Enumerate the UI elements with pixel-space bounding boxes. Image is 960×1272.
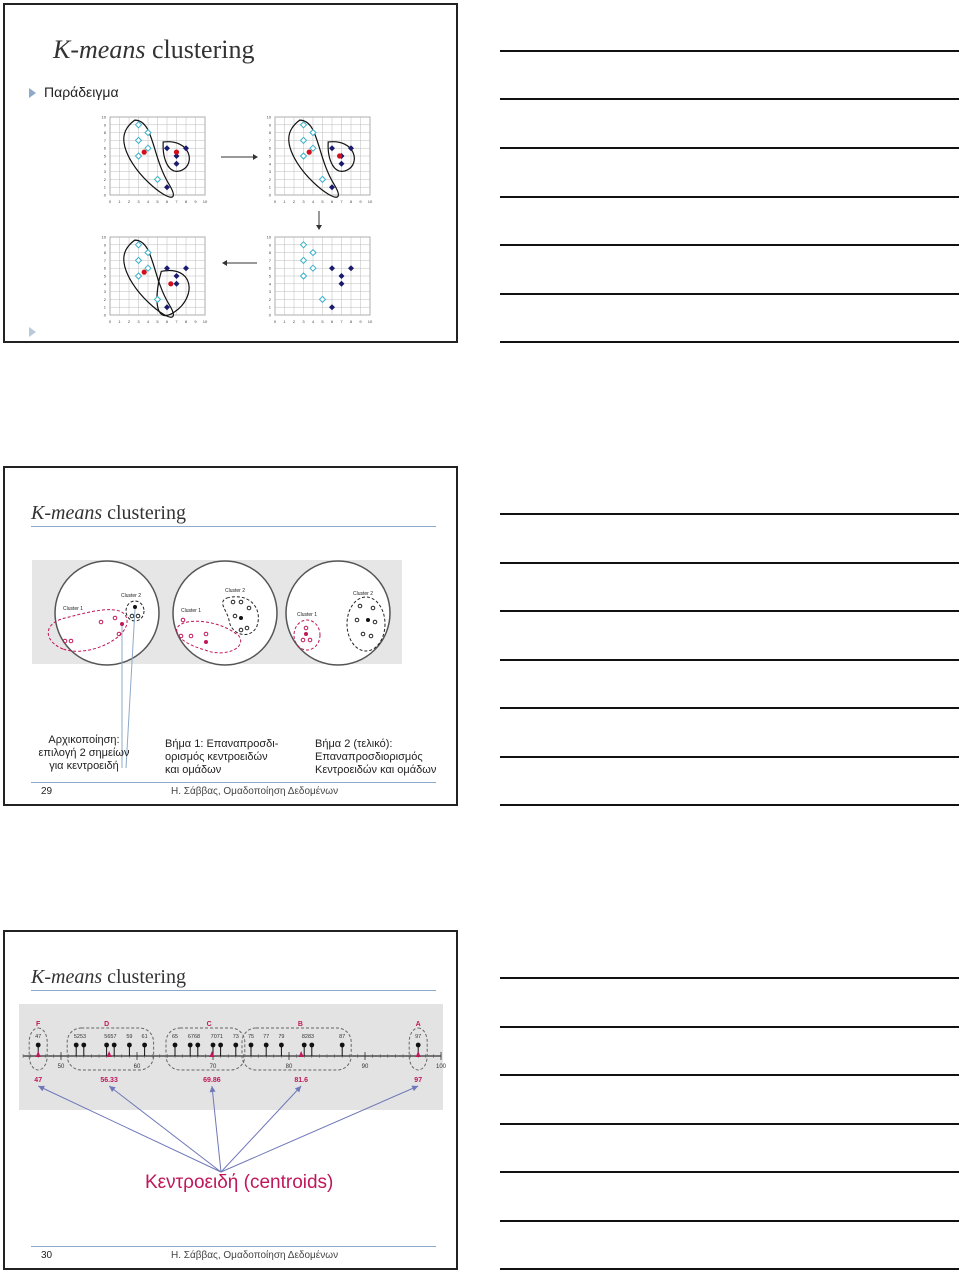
x-tick-label: 7 (340, 319, 343, 324)
caption-init-line: επιλογή 2 σημείων (38, 747, 130, 759)
point-label: 6768 (187, 1034, 201, 1040)
centroid-point (337, 153, 342, 158)
y-tick-label: 2 (268, 176, 271, 182)
notes-line (500, 562, 959, 564)
point-label: 79 (278, 1034, 285, 1040)
y-tick-label: 4 (103, 281, 106, 287)
x-tick-label: 6 (330, 199, 334, 204)
y-tick-label: 1 (103, 304, 106, 310)
y-tick-label: 9 (103, 242, 106, 248)
axis-tick-label: 60 (133, 1064, 141, 1070)
notes-line (500, 341, 959, 343)
notes-line (500, 1123, 959, 1125)
x-tick-label: 10 (202, 319, 208, 324)
data-point (309, 1043, 314, 1048)
caption-step2-line: Επαναπροσδιορισμός (315, 751, 423, 763)
notes-line (500, 610, 959, 612)
y-tick-label: 2 (103, 296, 106, 302)
point-label: 73 (232, 1034, 239, 1040)
x-tick-label: 9 (359, 199, 362, 204)
grid-plot (267, 115, 373, 205)
grid-plot (267, 235, 373, 325)
y-tick-label: 6 (268, 265, 271, 271)
nav-triangle-icon (29, 323, 44, 341)
point-label: 77 (263, 1034, 270, 1040)
x-tick-label: 4 (146, 319, 150, 324)
caption-step2 (315, 738, 436, 777)
x-tick-label: 2 (127, 319, 131, 324)
y-tick-label: 9 (268, 122, 271, 128)
y-tick-label: 3 (268, 169, 271, 175)
centroid-point (120, 622, 124, 626)
cluster-letter: B (297, 1021, 303, 1028)
y-tick-label: 8 (268, 130, 271, 136)
caption-step1 (165, 738, 278, 777)
x-tick-label: 3 (302, 319, 305, 324)
title-italic: K-means (53, 35, 146, 64)
centroid-point (204, 640, 208, 644)
page-number: 29 (41, 786, 53, 797)
x-tick-label: 8 (184, 199, 188, 204)
centroid-point (133, 605, 137, 609)
x-tick-label: 5 (321, 199, 324, 204)
x-tick-label: 1 (118, 199, 121, 204)
y-tick-label: 5 (268, 153, 271, 159)
y-tick-label: 7 (103, 137, 106, 143)
y-tick-label: 2 (268, 296, 271, 302)
grid-plot (102, 115, 208, 205)
axis-tick-label: 100 (435, 1064, 447, 1070)
y-tick-label: 3 (103, 289, 106, 295)
data-point (279, 1043, 284, 1048)
number-line-chart (5, 932, 456, 1268)
centroid-point (307, 150, 312, 155)
x-tick-label: 0 (108, 319, 112, 324)
centroid-point (366, 618, 370, 622)
y-tick-label: 0 (103, 312, 106, 318)
x-tick-label: 6 (165, 319, 169, 324)
point-label: 7071 (210, 1034, 223, 1040)
y-tick-label: 0 (268, 312, 271, 318)
footer-divider (31, 1246, 436, 1247)
data-point (416, 1043, 421, 1048)
x-tick-label: 5 (156, 319, 159, 324)
x-tick-label: 9 (194, 319, 197, 324)
centroid-point (168, 281, 173, 286)
slide-29-kmeans-example (3, 3, 458, 343)
point-label: 75 (247, 1034, 255, 1040)
notes-line (500, 513, 959, 515)
y-tick-label: 4 (103, 161, 106, 167)
chart-background (19, 1004, 443, 1110)
x-tick-label: 1 (118, 319, 121, 324)
axis-tick-label: 50 (57, 1064, 65, 1070)
y-tick-label: 9 (268, 242, 271, 248)
notes-line (500, 196, 959, 198)
y-tick-label: 5 (268, 273, 271, 279)
centroid-label: 81.6 (294, 1077, 308, 1084)
grid-plot (102, 235, 208, 325)
point-label: 5657 (104, 1034, 117, 1040)
x-tick-label: 6 (165, 199, 169, 204)
arrow-head-icon (316, 225, 322, 230)
notes-line (500, 977, 959, 979)
cluster-letter: C (206, 1021, 212, 1028)
centroid-label: 69.86 (203, 1077, 221, 1084)
arrow-head-icon (253, 154, 258, 160)
x-tick-label: 4 (311, 319, 315, 324)
centroid-label: 56.33 (100, 1077, 118, 1084)
y-tick-label: 5 (103, 153, 106, 159)
footer-author: Η. Σάββας, Ομαδοποίηση Δεδομένων (171, 1250, 339, 1261)
slide-29-kmeans-steps (3, 466, 458, 806)
data-point (211, 1043, 216, 1048)
y-tick-label: 10 (101, 114, 106, 120)
notes-line (500, 1171, 959, 1173)
notes-line (500, 98, 959, 100)
notes-line (500, 1026, 959, 1028)
data-point (127, 1043, 132, 1048)
caption-step1-line: ορισμός κεντροειδών (165, 751, 268, 763)
point-label: 59 (126, 1034, 133, 1040)
y-tick-label: 5 (103, 273, 106, 279)
x-tick-label: 8 (184, 319, 188, 324)
y-tick-label: 4 (268, 161, 271, 167)
arrow-head-icon (222, 260, 227, 266)
x-tick-label: 3 (137, 199, 140, 204)
x-tick-label: 3 (137, 319, 140, 324)
x-tick-label: 5 (321, 319, 324, 324)
caption-init-line: Αρχικοποίηση: (48, 734, 120, 746)
centroid-point (304, 632, 308, 636)
x-tick-label: 2 (127, 199, 131, 204)
point-label: 8283 (301, 1034, 315, 1040)
y-tick-label: 8 (103, 250, 106, 256)
data-point (340, 1043, 345, 1048)
bullet-text: Παράδειγμα (44, 84, 119, 100)
y-tick-label: 7 (103, 257, 106, 263)
x-tick-label: 1 (283, 319, 286, 324)
centroid-label: 97 (414, 1077, 423, 1084)
data-point (74, 1043, 79, 1048)
slide-30-kmeans-centroids (3, 930, 458, 1270)
notes-line (500, 804, 959, 806)
cluster-label: Cluster 1 (181, 608, 202, 614)
x-tick-label: 8 (349, 319, 353, 324)
point-label: 47 (35, 1034, 42, 1040)
x-tick-label: 3 (302, 199, 305, 204)
axis-tick-label: 80 (285, 1064, 293, 1070)
x-tick-label: 2 (292, 319, 296, 324)
y-tick-label: 0 (268, 192, 271, 198)
y-tick-label: 8 (268, 250, 271, 256)
centroid-point (174, 150, 179, 155)
centroid-point (239, 616, 243, 620)
page-number: 30 (41, 1250, 53, 1261)
notes-line (500, 147, 959, 149)
y-tick-label: 2 (103, 176, 106, 182)
x-tick-label: 9 (359, 319, 362, 324)
centroid-point (142, 270, 147, 275)
grid-plots (5, 5, 456, 341)
cluster-letter: D (104, 1021, 110, 1028)
data-point (233, 1043, 238, 1048)
caption-init (35, 734, 133, 773)
cluster-letter: F (36, 1021, 41, 1028)
data-point (36, 1043, 41, 1048)
x-tick-label: 0 (108, 199, 112, 204)
notes-line (500, 1268, 959, 1270)
y-tick-label: 10 (101, 234, 106, 240)
notes-line (500, 293, 959, 295)
y-tick-label: 10 (266, 114, 271, 120)
footer-author: Η. Σάββας, Ομαδοποίηση Δεδομένων (171, 786, 339, 797)
notes-line (500, 659, 959, 661)
caption-init-line: για κεντροειδή (49, 760, 119, 772)
data-point (173, 1043, 178, 1048)
data-point (142, 1043, 147, 1048)
title-italic: K-means (31, 502, 103, 524)
caption-step2-line: Βήμα 2 (τελικό): (315, 738, 393, 750)
notes-line (500, 244, 959, 246)
x-tick-label: 7 (340, 199, 343, 204)
x-tick-label: 4 (146, 199, 150, 204)
data-point (104, 1043, 109, 1048)
title-italic: K-means (31, 966, 103, 988)
cluster-letter: A (415, 1021, 421, 1028)
axis-tick-label: 90 (361, 1064, 369, 1070)
point-label: 5253 (73, 1034, 87, 1040)
y-tick-label: 7 (268, 257, 271, 263)
y-tick-label: 3 (103, 169, 106, 175)
axis-tick-label: 70 (209, 1064, 217, 1070)
notes-line (500, 707, 959, 709)
y-tick-label: 6 (103, 265, 106, 271)
y-tick-label: 0 (103, 192, 106, 198)
x-tick-label: 7 (175, 199, 178, 204)
x-tick-label: 7 (175, 319, 178, 324)
caption-step1-line: και ομάδων (165, 764, 222, 776)
data-point (302, 1043, 307, 1048)
data-point (81, 1043, 86, 1048)
notes-line (500, 756, 959, 758)
x-tick-label: 8 (349, 199, 353, 204)
point-label: 61 (141, 1034, 148, 1040)
data-point (264, 1043, 269, 1048)
x-tick-label: 6 (330, 319, 334, 324)
title-rest: clustering (107, 966, 186, 988)
point-label: 65 (171, 1034, 179, 1040)
y-tick-label: 7 (268, 137, 271, 143)
cluster-label: Cluster 2 (121, 593, 142, 599)
cluster-label: Cluster 2 (225, 588, 246, 594)
notes-line (500, 50, 959, 52)
cluster-label: Cluster 1 (63, 606, 84, 612)
x-tick-label: 2 (292, 199, 296, 204)
data-point (188, 1043, 193, 1048)
x-tick-label: 1 (283, 199, 286, 204)
x-tick-label: 4 (311, 199, 315, 204)
x-tick-label: 9 (194, 199, 197, 204)
title-rest: clustering (107, 502, 186, 524)
y-tick-label: 9 (103, 122, 106, 128)
point-label: 87 (339, 1034, 346, 1040)
data-point (112, 1043, 117, 1048)
cluster-label: Cluster 1 (297, 612, 318, 618)
y-tick-label: 6 (268, 145, 271, 151)
x-tick-label: 10 (202, 199, 208, 204)
caption-step1-line: Βήμα 1: Επαναπροσδι- (165, 738, 279, 750)
y-tick-label: 1 (268, 304, 271, 310)
y-tick-label: 8 (103, 130, 106, 136)
data-point (195, 1043, 200, 1048)
data-point (249, 1043, 254, 1048)
notes-line (500, 1220, 959, 1222)
centroid-label: 47 (34, 1077, 43, 1084)
data-point (218, 1043, 223, 1048)
title-rest: clustering (151, 35, 255, 64)
x-tick-label: 5 (156, 199, 159, 204)
x-tick-label: 10 (367, 319, 373, 324)
caption-step2-line: Κεντροειδών και ομάδων (315, 764, 437, 776)
centroid-point (142, 150, 147, 155)
y-tick-label: 1 (103, 184, 106, 190)
notes-line (500, 1074, 959, 1076)
x-tick-label: 10 (367, 199, 373, 204)
footer-divider (31, 782, 436, 783)
y-tick-label: 4 (268, 281, 271, 287)
cluster-label: Cluster 2 (353, 591, 374, 597)
y-tick-label: 1 (268, 184, 271, 190)
y-tick-label: 6 (103, 145, 106, 151)
y-tick-label: 3 (268, 289, 271, 295)
x-tick-label: 0 (273, 199, 277, 204)
y-tick-label: 10 (266, 234, 271, 240)
centroids-label: Κεντροειδή (centroids) (145, 1172, 334, 1193)
x-tick-label: 0 (273, 319, 277, 324)
point-label: 97 (415, 1034, 422, 1040)
